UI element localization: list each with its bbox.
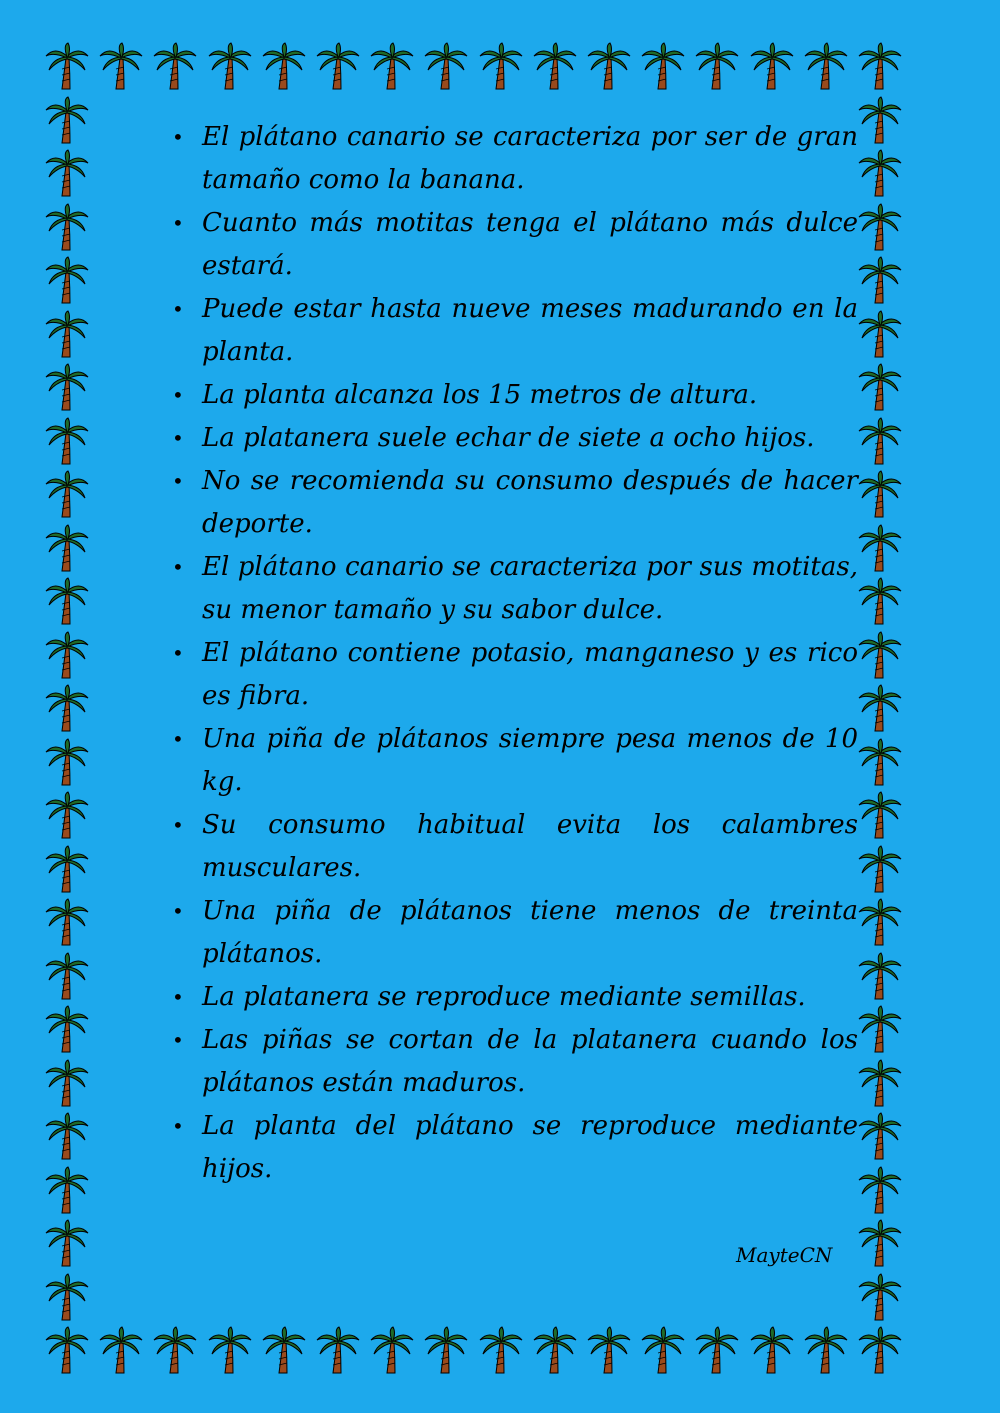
palm-tree-icon	[45, 1059, 89, 1107]
facts-panel	[160, 116, 858, 1191]
fact-text: La platanera suele echar de siete a ocho hijos.	[202, 423, 815, 453]
palm-tree-icon	[804, 42, 848, 90]
fact-item	[160, 417, 858, 460]
palm-tree-icon	[45, 738, 89, 786]
palm-tree-icon	[858, 898, 902, 946]
bullet-icon: •	[172, 125, 184, 149]
fact-item	[160, 460, 858, 546]
fact-text: El plátano canario se caracteriza por ser de gran tamaño como la banana.	[202, 122, 858, 195]
author-signature: MayteCN	[736, 1243, 833, 1267]
fact-text: El plátano contiene potasio, manganeso y es rico es fibra.	[202, 638, 858, 711]
palm-tree-icon	[262, 42, 306, 90]
fact-text: La planta alcanza los 15 metros de altura.	[202, 380, 758, 410]
palm-tree-icon	[370, 1326, 414, 1374]
palm-tree-icon	[153, 1326, 197, 1374]
palm-tree-icon	[45, 203, 89, 251]
palm-tree-icon	[45, 310, 89, 358]
palm-tree-icon	[424, 42, 468, 90]
bullet-icon: •	[172, 211, 184, 235]
palm-tree-icon	[858, 203, 902, 251]
fact-text: Una piña de plátanos tiene menos de treinta plátanos.	[202, 896, 858, 969]
palm-tree-icon	[858, 738, 902, 786]
fact-text: La platanera se reproduce mediante semillas.	[202, 982, 806, 1012]
bullet-icon: •	[172, 555, 184, 579]
fact-item	[160, 202, 858, 288]
fact-item	[160, 374, 858, 417]
fact-item	[160, 1019, 858, 1105]
palm-tree-icon	[858, 1326, 902, 1374]
palm-tree-icon	[45, 952, 89, 1000]
bullet-icon: •	[172, 1028, 184, 1052]
palm-tree-icon	[45, 1112, 89, 1160]
bullet-icon: •	[172, 727, 184, 751]
palm-tree-icon	[208, 42, 252, 90]
fact-item	[160, 718, 858, 804]
bullet-icon: •	[172, 383, 184, 407]
palm-tree-icon	[45, 149, 89, 197]
palm-tree-icon	[45, 684, 89, 732]
palm-tree-icon	[45, 96, 89, 144]
fact-item	[160, 116, 858, 202]
palm-tree-icon	[858, 417, 902, 465]
palm-tree-icon	[858, 1059, 902, 1107]
palm-tree-icon	[858, 1166, 902, 1214]
palm-tree-icon	[45, 791, 89, 839]
bullet-icon: •	[172, 1114, 184, 1138]
fact-text: Cuanto más motitas tenga el plátano más dulce estará.	[202, 208, 858, 281]
palm-tree-icon	[858, 952, 902, 1000]
fact-item	[160, 804, 858, 890]
palm-tree-icon	[45, 1273, 89, 1321]
palm-tree-icon	[858, 684, 902, 732]
palm-tree-icon	[858, 256, 902, 304]
palm-tree-icon	[45, 577, 89, 625]
fact-item	[160, 632, 858, 718]
palm-tree-icon	[45, 845, 89, 893]
palm-tree-icon	[45, 1005, 89, 1053]
fact-text: Una piña de plátanos siempre pesa menos de 10 kg.	[202, 724, 858, 797]
palm-tree-icon	[533, 42, 577, 90]
palm-tree-icon	[45, 631, 89, 679]
fact-text: Su consumo habitual evita los calambres musculares.	[202, 810, 858, 883]
palm-tree-icon	[45, 470, 89, 518]
palm-tree-icon	[45, 256, 89, 304]
palm-tree-icon	[45, 1219, 89, 1267]
palm-tree-icon	[316, 42, 360, 90]
palm-tree-icon	[45, 898, 89, 946]
palm-tree-icon	[858, 149, 902, 197]
fact-item	[160, 1105, 858, 1191]
bullet-icon: •	[172, 641, 184, 665]
palm-tree-icon	[750, 1326, 794, 1374]
bullet-icon: •	[172, 469, 184, 493]
palm-tree-icon	[99, 1326, 143, 1374]
palm-tree-icon	[858, 524, 902, 572]
palm-tree-icon	[804, 1326, 848, 1374]
palm-tree-icon	[858, 631, 902, 679]
fact-item	[160, 890, 858, 976]
palm-tree-icon	[587, 42, 631, 90]
palm-tree-icon	[587, 1326, 631, 1374]
palm-tree-icon	[153, 42, 197, 90]
fact-item	[160, 976, 858, 1019]
palm-tree-icon	[45, 417, 89, 465]
palm-tree-icon	[45, 1166, 89, 1214]
facts-list	[160, 116, 858, 1191]
palm-tree-icon	[208, 1326, 252, 1374]
palm-tree-icon	[424, 1326, 468, 1374]
palm-tree-icon	[858, 845, 902, 893]
fact-item	[160, 288, 858, 374]
palm-tree-icon	[750, 42, 794, 90]
palm-tree-icon	[641, 42, 685, 90]
fact-text: No se recomienda su consumo después de hacer deporte.	[202, 466, 858, 539]
palm-tree-icon	[45, 524, 89, 572]
bullet-icon: •	[172, 985, 184, 1009]
fact-text: La planta del plátano se reproduce mediante hijos.	[202, 1111, 858, 1184]
palm-tree-icon	[858, 363, 902, 411]
palm-tree-icon	[858, 96, 902, 144]
palm-tree-icon	[316, 1326, 360, 1374]
bullet-icon: •	[172, 297, 184, 321]
bullet-icon: •	[172, 899, 184, 923]
palm-tree-icon	[858, 42, 902, 90]
palm-tree-icon	[45, 363, 89, 411]
palm-tree-icon	[479, 1326, 523, 1374]
palm-tree-icon	[45, 1326, 89, 1374]
palm-tree-icon	[858, 1273, 902, 1321]
bullet-icon: •	[172, 813, 184, 837]
palm-tree-icon	[858, 470, 902, 518]
palm-tree-icon	[641, 1326, 685, 1374]
palm-tree-icon	[858, 577, 902, 625]
palm-tree-icon	[858, 791, 902, 839]
palm-tree-icon	[858, 1112, 902, 1160]
palm-tree-icon	[262, 1326, 306, 1374]
palm-tree-icon	[695, 42, 739, 90]
palm-tree-icon	[695, 1326, 739, 1374]
palm-tree-icon	[533, 1326, 577, 1374]
palm-tree-icon	[99, 42, 143, 90]
fact-text: El plátano canario se caracteriza por sus motitas, su menor tamaño y su sabor dulce.	[202, 552, 858, 625]
palm-tree-icon	[858, 310, 902, 358]
fact-text: Las piñas se cortan de la platanera cuando los plátanos están maduros.	[202, 1025, 858, 1098]
fact-item	[160, 546, 858, 632]
palm-tree-icon	[858, 1005, 902, 1053]
bullet-icon: •	[172, 426, 184, 450]
palm-tree-icon	[45, 42, 89, 90]
fact-text: Puede estar hasta nueve meses madurando en la planta.	[202, 294, 858, 367]
palm-tree-icon	[858, 1219, 902, 1267]
palm-tree-icon	[370, 42, 414, 90]
palm-tree-icon	[479, 42, 523, 90]
